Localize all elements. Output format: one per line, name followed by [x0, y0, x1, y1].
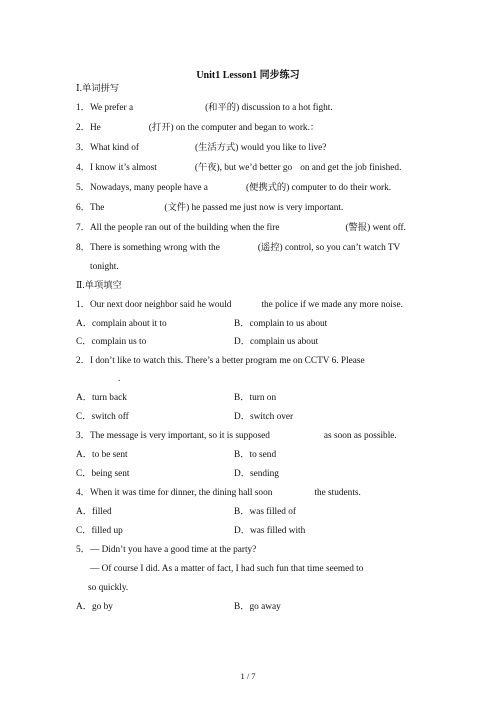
q4-option-c: C．filled up	[76, 526, 123, 536]
stem-text: 3．The message is very important, so it is supposed	[76, 431, 270, 441]
item-hint: (打开) on the computer and began to work.：	[148, 123, 320, 133]
q5-option-b: B．go away	[234, 602, 281, 612]
stem-text-post: the students.	[314, 488, 361, 498]
spelling-item-2	[76, 122, 319, 134]
q3-option-c: C．being sent	[76, 469, 130, 479]
item-text: 2．He	[76, 123, 101, 133]
item-hint: (警报) went off.	[345, 223, 406, 233]
q1-option-b: B．complain to us about	[234, 319, 328, 329]
item-hint: (午夜), but we’d better go	[194, 163, 293, 173]
q4-option-d: D．was filled with	[234, 526, 306, 536]
item-text: 3．What kind of	[76, 143, 139, 153]
spelling-item-3	[76, 142, 326, 154]
question-2-stem-cont: .	[118, 374, 121, 384]
question-5-line-3: so quickly.	[88, 583, 129, 593]
item-text-post: on and get the job finished.	[300, 163, 402, 173]
item-text: 1．We prefer a	[76, 103, 134, 113]
stem-text: 1．Our next door neighbor said he would	[76, 300, 232, 310]
spelling-item-8	[76, 242, 400, 254]
item-hint: (便携式的) computer to do their work.	[245, 183, 392, 193]
section-heading-choice: Ⅱ.单项填空	[76, 281, 122, 291]
item-hint: (遥控) control, so you can’t watch TV	[257, 243, 401, 253]
item-text: 5．Nowadays, many people have a	[76, 183, 208, 193]
q2-option-a: A．turn back	[76, 393, 127, 403]
spelling-item-1	[76, 102, 333, 114]
section-heading-spelling: Ⅰ.单词拼写	[76, 84, 120, 94]
q1-option-c: C．complain us to	[76, 337, 147, 347]
q2-option-d: D．switch over	[234, 412, 294, 422]
stem-text-post: as soon as possible.	[323, 431, 397, 441]
q4-option-a: A．filled	[76, 507, 112, 517]
stem-text-post: the police if we made any more noise.	[261, 300, 403, 310]
spelling-item-8-cont: tonight.	[90, 262, 119, 272]
stem-text: 4．When it was time for dinner, the dining hall soon	[76, 488, 273, 498]
item-hint: (文件) he passed me just now is very important.	[164, 203, 344, 213]
item-text: 7．All the people ran out of the building when the fire	[76, 223, 280, 233]
spelling-item-6	[76, 202, 343, 214]
q3-option-b: B．to send	[234, 450, 277, 460]
q1-option-d: D．complain us about	[234, 337, 319, 347]
q2-option-c: C．switch off	[76, 412, 129, 422]
question-4-stem	[76, 487, 361, 499]
q4-option-b: B．was filled of	[234, 507, 296, 517]
page-title: Unit1 Lesson1 同步练习	[196, 70, 300, 81]
item-text: 4．I know it’s almost	[76, 163, 157, 173]
spelling-item-4	[76, 162, 401, 174]
question-5-line-2: — Of course I did. As a matter of fact, I had such fun that time seemed to	[90, 564, 364, 574]
q3-option-d: D．sending	[234, 469, 279, 479]
question-3-stem	[76, 430, 397, 442]
item-hint: (和平的) discussion to a hot fight.	[205, 103, 333, 113]
q5-option-a: A．go by	[76, 602, 113, 612]
spelling-item-7	[76, 222, 406, 234]
question-5-line-1: 5．— Didn’t you have a good time at the party?	[76, 545, 257, 555]
q3-option-a: A．to be sent	[76, 450, 128, 460]
question-1-stem	[76, 299, 403, 311]
item-text: 8．There is something wrong with the	[76, 243, 220, 253]
spelling-item-5	[76, 182, 391, 194]
item-hint: (生活方式) would you like to live?	[195, 143, 327, 153]
q2-option-b: B．turn on	[234, 393, 277, 403]
question-2-stem: 2．I don’t like to watch this. There’s a better program me on CCTV 6. Please	[76, 356, 365, 366]
q1-option-a: A．complain about it to	[76, 319, 167, 329]
page-number: 1 / 7	[240, 671, 256, 681]
item-text: 6．The	[76, 203, 105, 213]
